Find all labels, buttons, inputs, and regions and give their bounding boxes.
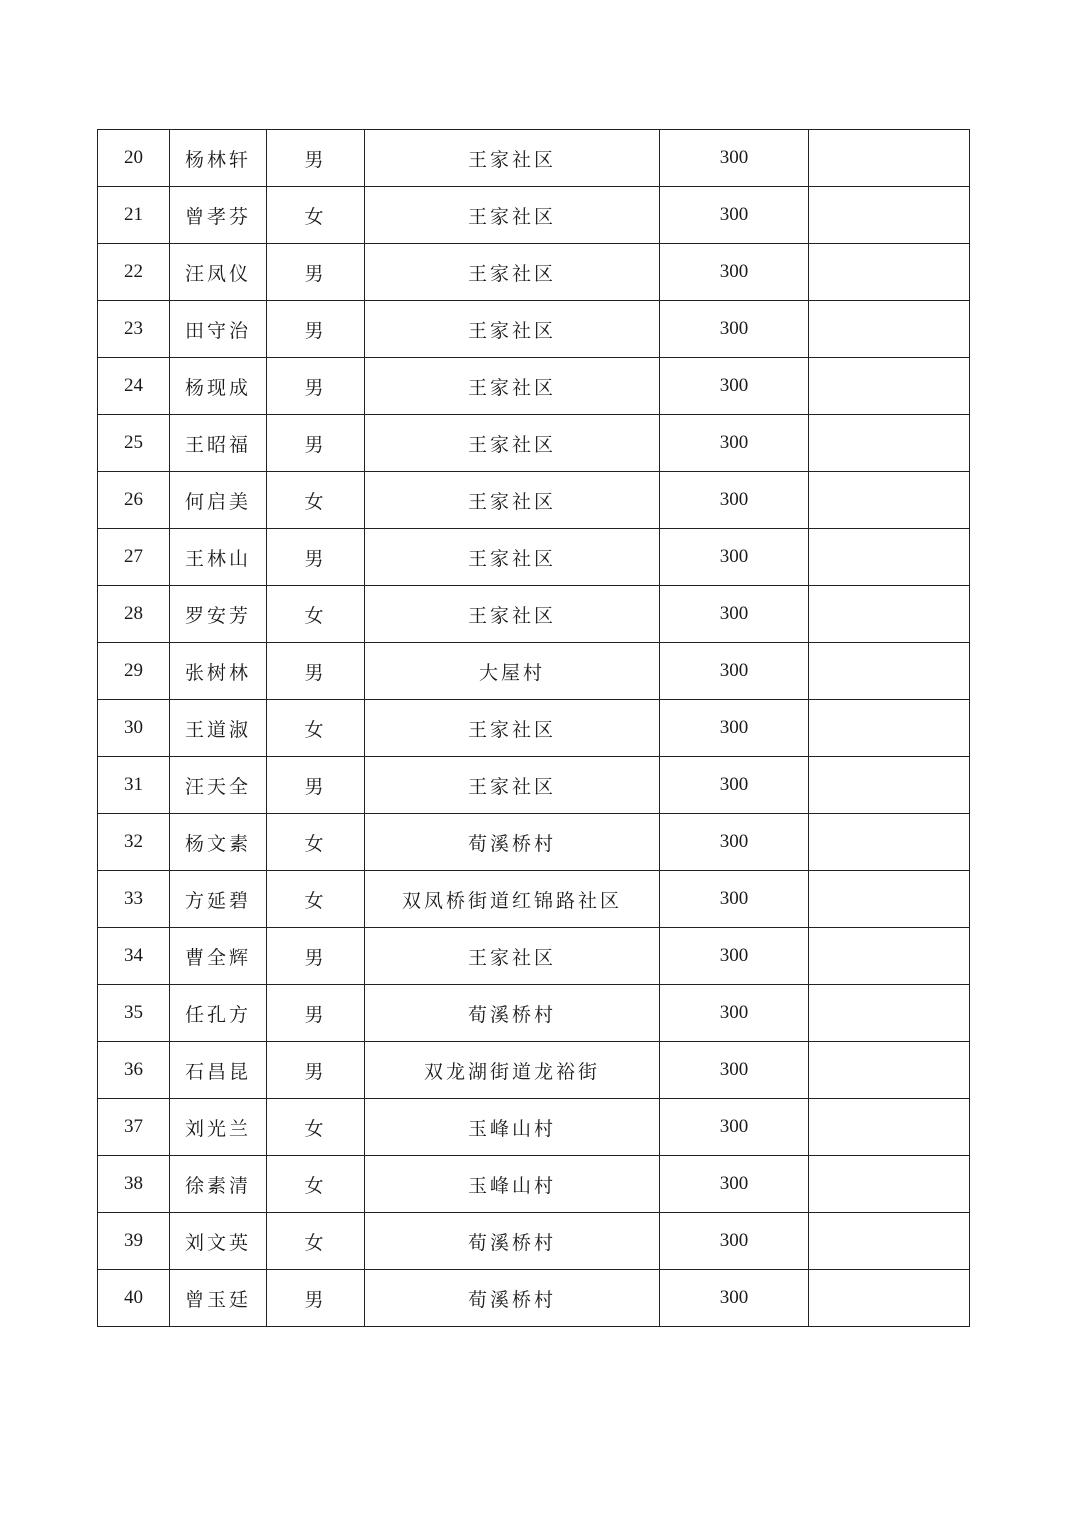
table-row	[98, 757, 970, 814]
cell-name: 曾玉廷	[170, 1270, 267, 1327]
cell-amount: 300	[660, 244, 809, 301]
cell-amount: 300	[660, 586, 809, 643]
cell-amount: 300	[660, 757, 809, 814]
cell-amount: 300	[660, 301, 809, 358]
table-body	[98, 130, 970, 1327]
cell-note	[809, 1042, 970, 1099]
cell-amount: 300	[660, 415, 809, 472]
cell-note	[809, 1099, 970, 1156]
cell-address: 荀溪桥村	[365, 1213, 660, 1270]
table-row	[98, 1099, 970, 1156]
cell-name: 罗安芳	[170, 586, 267, 643]
cell-name: 刘光兰	[170, 1099, 267, 1156]
cell-number: 29	[98, 643, 170, 700]
cell-number: 39	[98, 1213, 170, 1270]
cell-number: 24	[98, 358, 170, 415]
cell-note	[809, 814, 970, 871]
cell-name: 石昌昆	[170, 1042, 267, 1099]
cell-name: 曹全辉	[170, 928, 267, 985]
cell-address: 王家社区	[365, 130, 660, 187]
cell-number: 23	[98, 301, 170, 358]
cell-name: 王昭福	[170, 415, 267, 472]
cell-note	[809, 985, 970, 1042]
cell-amount: 300	[660, 130, 809, 187]
cell-gender: 女	[267, 472, 365, 529]
cell-number: 36	[98, 1042, 170, 1099]
cell-number: 34	[98, 928, 170, 985]
cell-name: 王林山	[170, 529, 267, 586]
cell-gender: 男	[267, 757, 365, 814]
cell-name: 田守治	[170, 301, 267, 358]
cell-amount: 300	[660, 529, 809, 586]
cell-note	[809, 301, 970, 358]
cell-address: 王家社区	[365, 244, 660, 301]
cell-name: 刘文英	[170, 1213, 267, 1270]
cell-amount: 300	[660, 928, 809, 985]
cell-address: 王家社区	[365, 472, 660, 529]
cell-gender: 男	[267, 415, 365, 472]
cell-name: 方延碧	[170, 871, 267, 928]
cell-gender: 女	[267, 700, 365, 757]
table-row	[98, 814, 970, 871]
cell-address: 双凤桥街道红锦路社区	[365, 871, 660, 928]
cell-gender: 男	[267, 130, 365, 187]
table-row	[98, 472, 970, 529]
cell-address: 王家社区	[365, 529, 660, 586]
cell-number: 25	[98, 415, 170, 472]
cell-name: 杨文素	[170, 814, 267, 871]
cell-note	[809, 1213, 970, 1270]
table-row	[98, 358, 970, 415]
cell-gender: 男	[267, 529, 365, 586]
cell-name: 张树林	[170, 643, 267, 700]
table-row	[98, 415, 970, 472]
table-row	[98, 700, 970, 757]
cell-address: 王家社区	[365, 700, 660, 757]
cell-number: 37	[98, 1099, 170, 1156]
cell-number: 20	[98, 130, 170, 187]
cell-amount: 300	[660, 871, 809, 928]
cell-gender: 男	[267, 358, 365, 415]
table-row	[98, 1042, 970, 1099]
cell-note	[809, 1156, 970, 1213]
cell-number: 33	[98, 871, 170, 928]
cell-address: 玉峰山村	[365, 1156, 660, 1213]
cell-amount: 300	[660, 1042, 809, 1099]
cell-gender: 男	[267, 244, 365, 301]
cell-name: 杨现成	[170, 358, 267, 415]
table-row	[98, 1156, 970, 1213]
cell-address: 王家社区	[365, 928, 660, 985]
cell-number: 40	[98, 1270, 170, 1327]
cell-amount: 300	[660, 1213, 809, 1270]
table-row	[98, 187, 970, 244]
cell-amount: 300	[660, 985, 809, 1042]
cell-note	[809, 529, 970, 586]
cell-number: 22	[98, 244, 170, 301]
cell-address: 荀溪桥村	[365, 1270, 660, 1327]
cell-amount: 300	[660, 187, 809, 244]
cell-name: 杨林轩	[170, 130, 267, 187]
cell-name: 汪天全	[170, 757, 267, 814]
cell-name: 任孔方	[170, 985, 267, 1042]
cell-address: 双龙湖街道龙裕街	[365, 1042, 660, 1099]
data-table	[97, 129, 970, 1327]
cell-gender: 女	[267, 1156, 365, 1213]
cell-note	[809, 586, 970, 643]
table-row	[98, 586, 970, 643]
cell-address: 荀溪桥村	[365, 985, 660, 1042]
cell-address: 王家社区	[365, 415, 660, 472]
cell-note	[809, 700, 970, 757]
cell-note	[809, 757, 970, 814]
cell-number: 35	[98, 985, 170, 1042]
cell-address: 王家社区	[365, 757, 660, 814]
cell-name: 何启美	[170, 472, 267, 529]
cell-gender: 女	[267, 187, 365, 244]
cell-address: 王家社区	[365, 586, 660, 643]
cell-number: 32	[98, 814, 170, 871]
cell-gender: 女	[267, 586, 365, 643]
cell-number: 31	[98, 757, 170, 814]
table-row	[98, 1270, 970, 1327]
cell-name: 王道淑	[170, 700, 267, 757]
cell-address: 荀溪桥村	[365, 814, 660, 871]
cell-number: 38	[98, 1156, 170, 1213]
cell-amount: 300	[660, 1270, 809, 1327]
cell-address: 王家社区	[365, 187, 660, 244]
cell-number: 21	[98, 187, 170, 244]
cell-gender: 女	[267, 814, 365, 871]
cell-gender: 男	[267, 985, 365, 1042]
cell-note	[809, 1270, 970, 1327]
cell-name: 徐素清	[170, 1156, 267, 1213]
cell-amount: 300	[660, 1099, 809, 1156]
cell-amount: 300	[660, 1156, 809, 1213]
table-row	[98, 928, 970, 985]
cell-amount: 300	[660, 700, 809, 757]
cell-note	[809, 244, 970, 301]
cell-gender: 男	[267, 643, 365, 700]
cell-number: 28	[98, 586, 170, 643]
cell-note	[809, 871, 970, 928]
cell-note	[809, 130, 970, 187]
table-row	[98, 985, 970, 1042]
cell-number: 26	[98, 472, 170, 529]
cell-note	[809, 358, 970, 415]
cell-amount: 300	[660, 472, 809, 529]
cell-gender: 男	[267, 1042, 365, 1099]
cell-gender: 男	[267, 928, 365, 985]
table-row	[98, 871, 970, 928]
table-row	[98, 130, 970, 187]
cell-note	[809, 187, 970, 244]
cell-amount: 300	[660, 814, 809, 871]
cell-note	[809, 928, 970, 985]
cell-gender: 女	[267, 1099, 365, 1156]
cell-name: 汪凤仪	[170, 244, 267, 301]
cell-address: 王家社区	[365, 358, 660, 415]
table-row	[98, 301, 970, 358]
cell-gender: 男	[267, 1270, 365, 1327]
table-row	[98, 1213, 970, 1270]
cell-amount: 300	[660, 643, 809, 700]
cell-gender: 女	[267, 1213, 365, 1270]
cell-note	[809, 643, 970, 700]
cell-number: 30	[98, 700, 170, 757]
cell-gender: 女	[267, 871, 365, 928]
table-row	[98, 643, 970, 700]
cell-amount: 300	[660, 358, 809, 415]
cell-address: 王家社区	[365, 301, 660, 358]
cell-note	[809, 415, 970, 472]
cell-address: 玉峰山村	[365, 1099, 660, 1156]
table-row	[98, 244, 970, 301]
cell-name: 曾孝芬	[170, 187, 267, 244]
cell-note	[809, 472, 970, 529]
cell-address: 大屋村	[365, 643, 660, 700]
cell-gender: 男	[267, 301, 365, 358]
cell-number: 27	[98, 529, 170, 586]
table-row	[98, 529, 970, 586]
